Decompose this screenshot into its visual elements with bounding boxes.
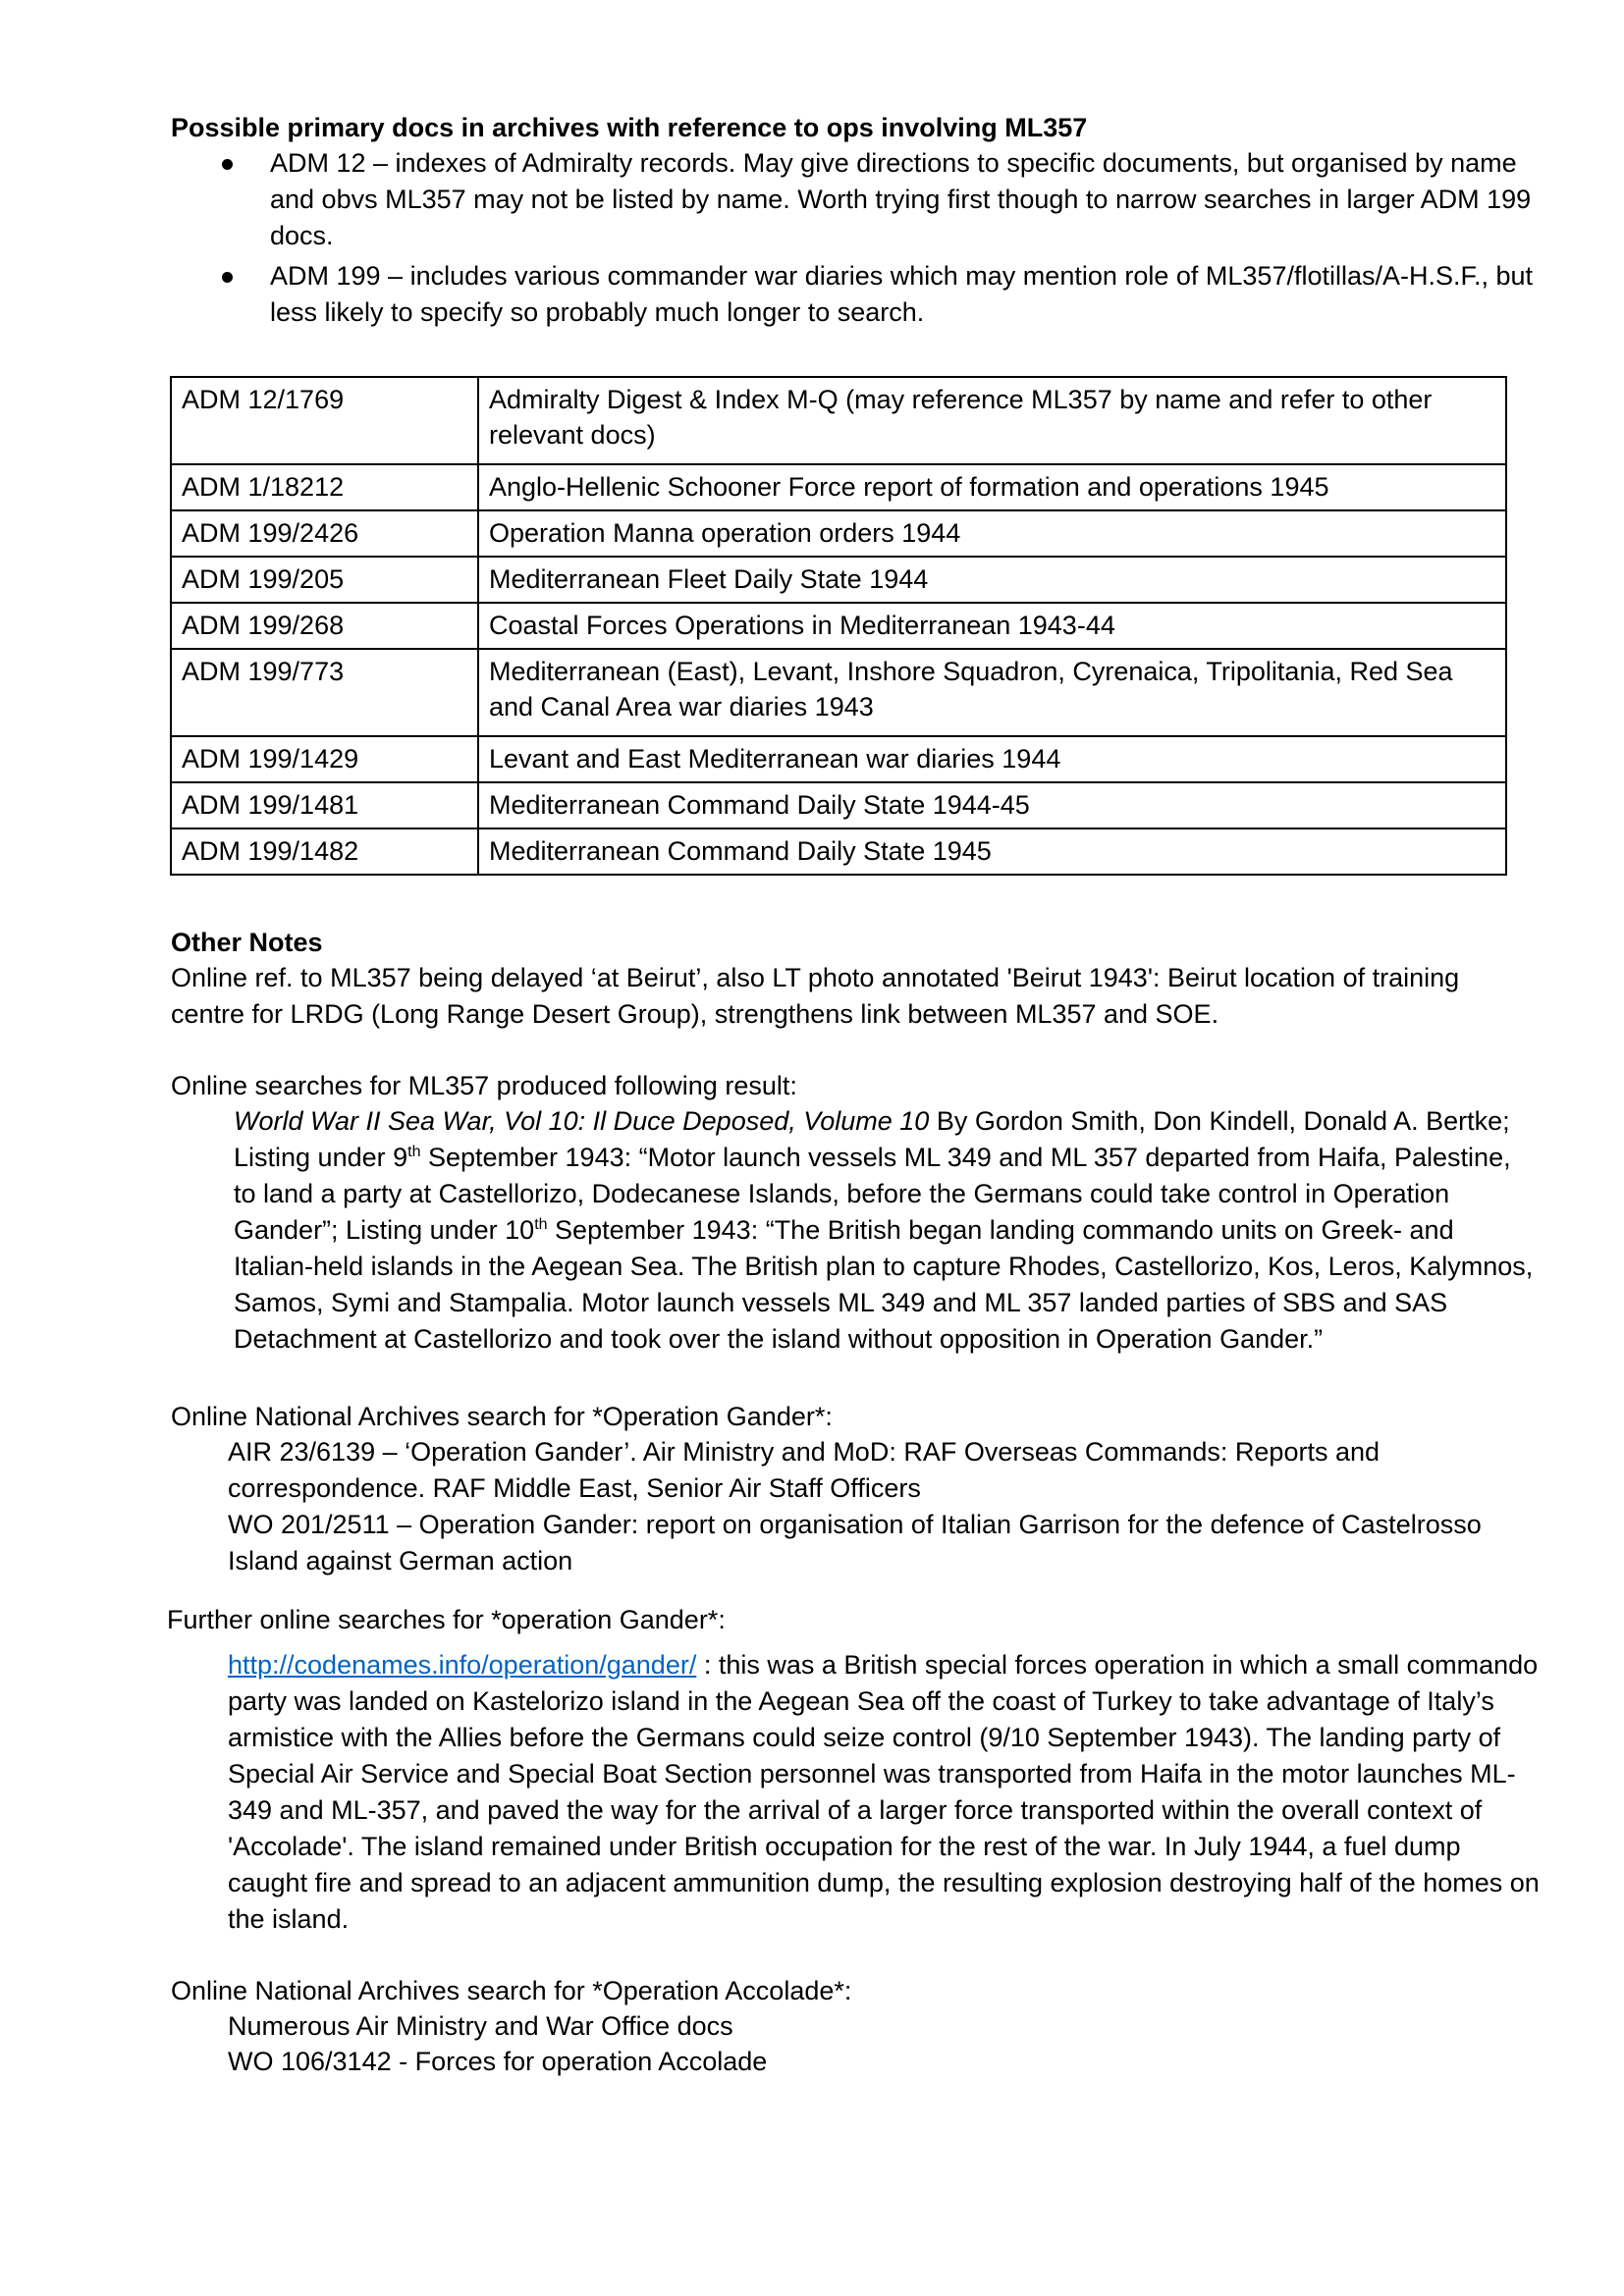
archive-ref-cell: ADM 1/18212 [171, 464, 478, 510]
codenames-entry [228, 1647, 1540, 1938]
table-row [171, 464, 1506, 510]
section-heading-other-notes: Other Notes [171, 928, 323, 957]
archive-ref-cell: ADM 199/773 [171, 649, 478, 736]
accolade-archive-item: WO 106/3142 - Forces for operation Accolade [228, 2047, 768, 2076]
archive-ref-cell: ADM 12/1769 [171, 377, 478, 464]
bullet-list [171, 145, 1536, 331]
gander-archive-item: AIR 23/6139 – ‘Operation Gander’. Air Ministry and MoD: RAF Overseas Commands: Reports and correspondence. RAF Middle East, Senior Air Staff Officers [228, 1437, 1380, 1503]
book-citation-text: September 1943: “The British began landing commando units on Greek- and Italian-held islands in the Aegean Sea. The British plan to capture Rhodes, Castellorizo, Kos, Leros, Kalymnos, Samos, Symi and Stampalia. Motor launch vessels ML 349 and ML 357 landed parties of SBS and SAS Detachment at Castellorizo and took over the island without opposition in Operation Gander.” [234, 1215, 1534, 1354]
table-row [171, 377, 1506, 464]
book-citation [234, 1103, 1540, 1358]
archive-ref-cell: ADM 199/1429 [171, 736, 478, 782]
archive-ref-cell: ADM 199/2426 [171, 510, 478, 557]
table-row [171, 649, 1506, 736]
gander-archive-item: WO 201/2511 – Operation Gander: report on organisation of Italian Garrison for the defence of Castelrosso Island against German action [228, 1510, 1482, 1575]
archive-reference-table [170, 376, 1507, 876]
bullet-text: ADM 199 – includes various commander war diaries which may mention role of ML357/flotillas/A-H.S.F., but less likely to specify so probably much longer to search. [270, 261, 1534, 327]
archive-ref-cell: ADM 199/1482 [171, 828, 478, 875]
accolade-archive-item: Numerous Air Ministry and War Office docs [228, 2011, 733, 2041]
bullet-icon [222, 272, 233, 283]
bullet-item-adm199 [171, 258, 1536, 331]
archive-description-cell: Mediterranean Fleet Daily State 1944 [478, 557, 1506, 603]
archive-description-cell: Coastal Forces Operations in Mediterranean 1943-44 [478, 603, 1506, 649]
book-citation-text: By Gordon Smith, Don Kindell, Donald A. Bertke; Listing under 9 [234, 1106, 1510, 1172]
further-searches-label: Further online searches for *operation Gander*: [167, 1605, 726, 1634]
archive-description-cell: Mediterranean Command Daily State 1945 [478, 828, 1506, 875]
table-row [171, 510, 1506, 557]
table-row [171, 828, 1506, 875]
bullet-text: ADM 12 – indexes of Admiralty records. May give directions to specific documents, but organised by name and obvs ML357 may not be listed by name. Worth trying first though to narrow searches in larger ADM 199 docs. [270, 148, 1532, 250]
archive-description-cell: Mediterranean Command Daily State 1944-45 [478, 782, 1506, 828]
bullet-icon [222, 159, 233, 170]
online-searches-label: Online searches for ML357 produced following result: [171, 1071, 797, 1100]
archive-description-cell: Anglo-Hellenic Schooner Force report of formation and operations 1945 [478, 464, 1506, 510]
table-row [171, 736, 1506, 782]
table-row [171, 782, 1506, 828]
book-title: World War II Sea War, Vol 10: Il Duce Deposed, Volume 10 [234, 1106, 930, 1136]
gander-archives-label: Online National Archives search for *Operation Gander*: [171, 1402, 833, 1431]
bullet-item-adm12 [171, 145, 1536, 254]
accolade-archives-label: Online National Archives search for *Operation Accolade*: [171, 1976, 852, 2005]
codenames-description: : this was a British special forces operation in which a small commando party was landed on Kastelorizo island in the Aegean Sea off the coast of Turkey to take advantage of Italy’s armistice with the Allies before the Germans could seize control (9/10 September 1943). The landing party of Special Air Service and Special Boat Section personnel was transported from Haifa in the motor launches ML-349 and ML-357, and paved the way for the arrival of a larger force transported within the overall context of 'Accolade'. The island remained under British occupation for the rest of the war. In July 1944, a fuel dump caught fire and spread to an adjacent ammunition dump, the resulting explosion destroying half of the homes on the island. [228, 1650, 1540, 1934]
codenames-link[interactable]: http://codenames.info/operation/gander/ [228, 1650, 697, 1680]
archive-description-cell: Operation Manna operation orders 1944 [478, 510, 1506, 557]
ordinal-suffix: th [534, 1216, 548, 1233]
table-row [171, 557, 1506, 603]
archive-ref-cell: ADM 199/268 [171, 603, 478, 649]
archive-description-cell: Mediterranean (East), Levant, Inshore Squadron, Cyrenaica, Tripolitania, Red Sea and Canal Area war diaries 1943 [478, 649, 1506, 736]
book-citation-text: September 1943: “Motor launch vessels ML 349 and ML 357 departed from Haifa, Palestine, to land a party at Castellorizo, Dodecanese Islands, before the Germans could take control in Operation Gander”; Listing under 10 [234, 1143, 1511, 1245]
section-heading-primary-docs: Possible primary docs in archives with reference to ops involving ML357 [171, 113, 1088, 142]
archive-description-cell: Admiralty Digest & Index M-Q (may reference ML357 by name and refer to other relevant docs) [478, 377, 1506, 464]
beirut-note: Online ref. to ML357 being delayed ‘at Beirut’, also LT photo annotated 'Beirut 1943': Beirut location of training centre for LRDG (Long Range Desert Group), strengthens link between ML357 and SOE. [171, 963, 1460, 1029]
archive-ref-cell: ADM 199/205 [171, 557, 478, 603]
archive-ref-cell: ADM 199/1481 [171, 782, 478, 828]
table-row [171, 603, 1506, 649]
ordinal-suffix: th [407, 1144, 421, 1160]
archive-description-cell: Levant and East Mediterranean war diaries 1944 [478, 736, 1506, 782]
